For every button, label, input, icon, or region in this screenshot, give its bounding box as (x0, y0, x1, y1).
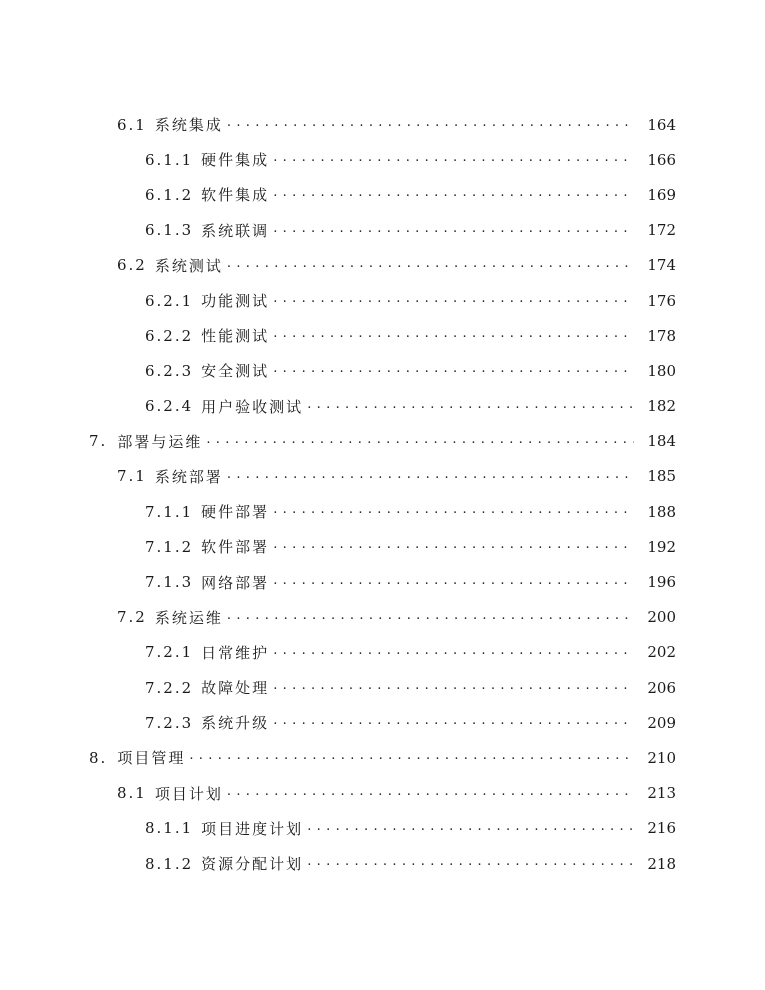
entry-number: 6.2.4 (145, 397, 194, 416)
entry-page-number: 188 (647, 502, 676, 521)
dot-leader (307, 399, 634, 414)
entry-title: 系统升级 (201, 714, 270, 733)
dot-leader (273, 293, 634, 308)
toc-entry[interactable] (0, 248, 765, 283)
toc-entry[interactable] (0, 389, 765, 424)
entry-number: 7.1.2 (145, 537, 194, 556)
toc-entry[interactable] (0, 635, 765, 670)
entry-number: 7.1.1 (145, 502, 194, 521)
toc-entry[interactable] (0, 811, 765, 846)
entry-number: 7.2.2 (145, 678, 194, 697)
entry-title: 软件部署 (201, 538, 270, 557)
entry-number: 7.2 (117, 608, 147, 627)
entry-title: 部署与运维 (117, 432, 203, 451)
entry-page-number: 174 (647, 256, 676, 275)
entry-number: 6.1.3 (145, 221, 194, 240)
entry-page-number: 196 (647, 573, 676, 592)
toc-entry[interactable] (0, 776, 765, 811)
entry-number: 7. (89, 432, 108, 451)
entry-title: 项目管理 (117, 749, 186, 768)
dot-leader (273, 575, 634, 590)
entry-page-number: 206 (647, 678, 676, 697)
entry-page-number: 166 (647, 150, 676, 169)
toc-entry[interactable] (0, 740, 765, 775)
entry-page-number: 169 (647, 185, 676, 204)
entry-title: 日常维护 (201, 643, 270, 662)
entry-title: 系统联调 (201, 221, 270, 240)
entry-page-number: 178 (647, 326, 676, 345)
entry-number: 7.2.3 (145, 713, 194, 732)
dot-leader (273, 328, 634, 343)
entry-page-number: 176 (647, 291, 676, 310)
entry-page-number: 202 (647, 643, 676, 662)
entry-title: 系统测试 (154, 256, 223, 275)
entry-page-number: 180 (647, 361, 676, 380)
dot-leader (307, 821, 634, 836)
toc-entry[interactable] (0, 494, 765, 529)
entry-number: 6.2.3 (145, 361, 194, 380)
toc-entry[interactable] (0, 705, 765, 740)
toc-entry[interactable] (0, 142, 765, 177)
dot-leader (227, 610, 634, 625)
entry-number: 8. (89, 748, 108, 767)
entry-title: 系统运维 (154, 608, 223, 627)
toc-entry[interactable] (0, 846, 765, 881)
entry-title: 故障处理 (201, 679, 270, 698)
dot-leader (227, 786, 634, 801)
entry-page-number: 172 (647, 221, 676, 240)
entry-title: 系统部署 (154, 467, 223, 486)
entry-page-number: 184 (647, 432, 676, 451)
entry-number: 7.2.1 (145, 643, 194, 662)
dot-leader (273, 504, 634, 519)
entry-number: 6.1.1 (145, 150, 194, 169)
dot-leader (227, 258, 634, 273)
entry-title: 功能测试 (201, 292, 270, 311)
entry-title: 项目进度计划 (201, 819, 304, 838)
entry-number: 8.1.1 (145, 819, 194, 838)
entry-title: 网络部署 (201, 573, 270, 592)
entry-title: 软件集成 (201, 186, 270, 205)
toc-entry[interactable] (0, 283, 765, 318)
entry-page-number: 200 (647, 608, 676, 627)
dot-leader (227, 117, 634, 132)
toc-entry[interactable] (0, 107, 765, 142)
entry-page-number: 218 (647, 854, 676, 873)
toc-entry[interactable] (0, 459, 765, 494)
entry-number: 6.2.1 (145, 291, 194, 310)
table-of-contents (0, 107, 765, 881)
entry-page-number: 164 (647, 115, 676, 134)
dot-leader (273, 645, 634, 660)
toc-entry[interactable] (0, 318, 765, 353)
entry-page-number: 192 (647, 537, 676, 556)
entry-title: 硬件集成 (201, 151, 270, 170)
entry-page-number: 213 (647, 784, 676, 803)
entry-number: 7.1.3 (145, 573, 194, 592)
toc-entry[interactable] (0, 670, 765, 705)
entry-page-number: 210 (647, 748, 676, 767)
entry-title: 资源分配计划 (201, 855, 304, 874)
dot-leader (273, 363, 634, 378)
entry-page-number: 216 (647, 819, 676, 838)
toc-entry[interactable] (0, 424, 765, 459)
dot-leader (273, 539, 634, 554)
entry-page-number: 182 (647, 397, 676, 416)
entry-title: 项目计划 (154, 784, 223, 803)
entry-number: 6.1 (117, 115, 147, 134)
dot-leader (273, 680, 634, 695)
entry-page-number: 185 (647, 467, 676, 486)
entry-number: 6.2.2 (145, 326, 194, 345)
entry-title: 安全测试 (201, 362, 270, 381)
entry-number: 8.1.2 (145, 854, 194, 873)
dot-leader (273, 152, 634, 167)
dot-leader (307, 856, 634, 871)
entry-title: 硬件部署 (201, 503, 270, 522)
dot-leader (206, 434, 634, 449)
entry-number: 6.1.2 (145, 185, 194, 204)
entry-number: 7.1 (117, 467, 147, 486)
dot-leader (227, 469, 634, 484)
dot-leader (273, 187, 634, 202)
entry-title: 性能测试 (201, 327, 270, 346)
entry-title: 系统集成 (154, 116, 223, 135)
entry-number: 6.2 (117, 256, 147, 275)
entry-title: 用户验收测试 (201, 397, 304, 416)
toc-entry[interactable] (0, 600, 765, 635)
dot-leader (273, 223, 634, 238)
entry-page-number: 209 (647, 713, 676, 732)
toc-entry[interactable] (0, 353, 765, 388)
toc-entry[interactable] (0, 564, 765, 599)
toc-entry[interactable] (0, 529, 765, 564)
toc-entry[interactable] (0, 213, 765, 248)
dot-leader (273, 715, 634, 730)
toc-entry[interactable] (0, 177, 765, 212)
entry-number: 8.1 (117, 784, 147, 803)
dot-leader (189, 750, 634, 765)
